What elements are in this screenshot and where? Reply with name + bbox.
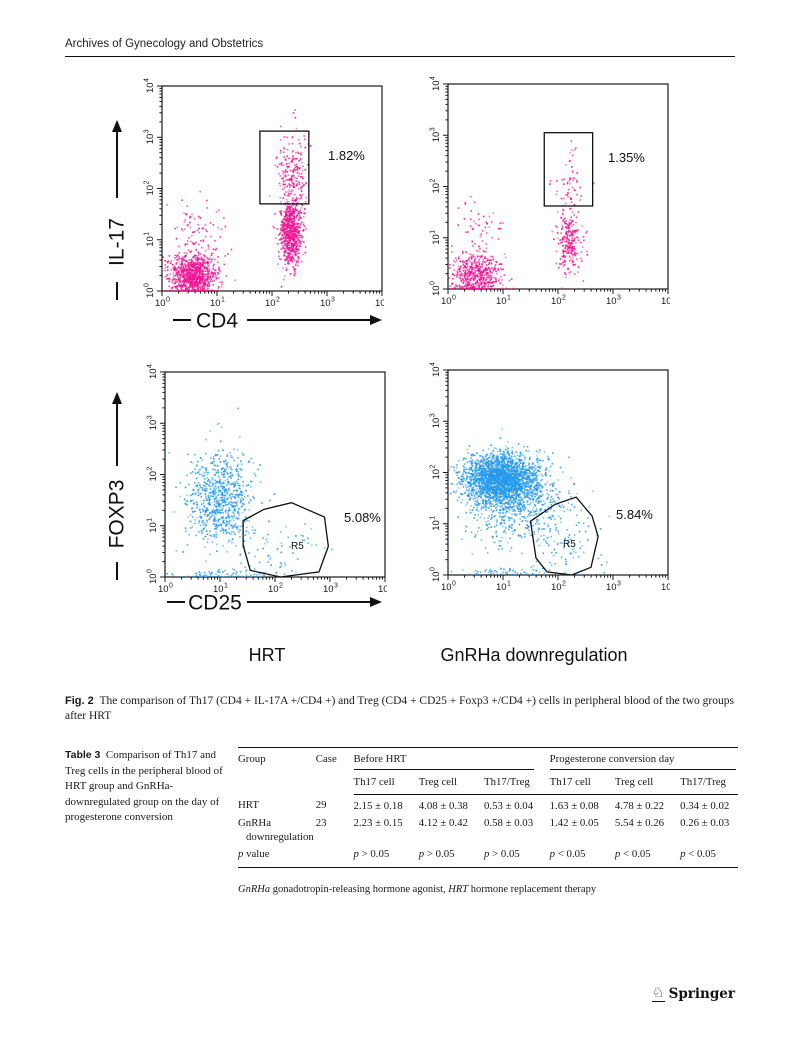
table-caption-label: Table 3 <box>65 749 101 761</box>
table-header-cell: Th17 cell <box>354 772 419 794</box>
table-row <box>238 815 738 846</box>
table-cell: 29 <box>315 799 327 812</box>
y-axis-arrowhead-icon <box>112 392 122 404</box>
footnote-text: GnRHa <box>238 884 271 895</box>
table-cell: 0.53 ± 0.04 <box>483 799 534 812</box>
table-colgroup-header: Progesterone conversion day <box>550 748 738 773</box>
table-cell: 1.63 ± 0.08 <box>549 799 599 812</box>
figure-caption-text: The comparison of Th17 (CD4 + IL-17A +/CD4 +) and Treg (CD4 + CD25 + Foxp3 +/CD4 +) cells in peripheral blood of the two groups after HRT <box>65 695 734 722</box>
table-cell: p < 0.05 <box>680 846 738 867</box>
table-cell: 2.15 ± 0.18 <box>353 799 403 812</box>
table-cell: GnRHa downregulation <box>238 817 314 843</box>
table-cell: 4.12 ± 0.42 <box>418 817 468 830</box>
table-cell: 0.26 ± 0.03 <box>680 817 730 830</box>
scatter-canvas-treg-hrt <box>135 362 387 604</box>
table-header-cell: Group <box>238 748 316 795</box>
flow-plot-th17-hrt <box>132 76 384 318</box>
y-axis-label: IL-17 <box>105 218 129 266</box>
table-cell: 4.78 ± 0.22 <box>614 799 665 812</box>
table-cell: 2.23 ± 0.15 <box>353 817 403 830</box>
x-axis-label: CD25 <box>188 591 242 615</box>
header-rule <box>65 56 735 57</box>
table-row <box>238 846 738 867</box>
x-axis-label: CD4 <box>195 309 239 333</box>
table-cell <box>316 846 354 867</box>
table-cell: p < 0.05 <box>615 846 680 867</box>
table-header-cell: Case <box>316 748 354 795</box>
flow-plot-treg-hrt <box>135 362 387 604</box>
table-cell: 1.42 ± 0.05 <box>549 817 599 830</box>
table-cell: 23 <box>315 817 327 830</box>
table-caption <box>65 748 235 826</box>
gate-percentage-label: 5.08% <box>344 510 381 525</box>
journal-title: Archives of Gynecology and Obstetrics <box>65 38 264 50</box>
table-header-cell: Treg cell <box>419 772 484 794</box>
gate-percentage-label: 1.35% <box>608 150 645 165</box>
scatter-canvas-th17-hrt <box>132 76 384 318</box>
table-colgroup-header: Before HRT <box>354 748 550 773</box>
table-header-cell: Treg cell <box>615 772 680 794</box>
flow-plot-treg-gnrha <box>418 360 670 602</box>
table-cell: p < 0.05 <box>550 846 615 867</box>
table-cell: p > 0.05 <box>354 846 419 867</box>
table-cell: 5.54 ± 0.26 <box>614 817 665 830</box>
table-cell: 4.08 ± 0.38 <box>418 799 468 812</box>
table-cell: 0.58 ± 0.03 <box>483 817 534 830</box>
y-axis-label: FOXP3 <box>105 479 129 549</box>
springer-logo <box>652 986 735 1002</box>
gate-r5-label: R5 <box>563 539 576 550</box>
footnote-text: gonadotropin-releasing hormone agonist, <box>270 884 449 895</box>
group-label-gnrha: GnRHa downregulation <box>440 645 628 665</box>
gate-percentage-label: 1.82% <box>328 148 365 163</box>
table-caption-text: Comparison of Th17 and Treg cells in the peripheral blood of HRT group and GnRHa-downregulated group on the day of progesterone conversion <box>65 749 223 824</box>
data-table <box>238 747 738 868</box>
table-cell: p > 0.05 <box>484 846 550 867</box>
table-row <box>238 794 738 815</box>
table-cell: p > 0.05 <box>419 846 484 867</box>
gate-percentage-label: 5.84% <box>616 507 653 522</box>
scatter-canvas-treg-gnrha <box>418 360 670 602</box>
table-header-cell: Th17 cell <box>550 772 615 794</box>
group-label-hrt: HRT <box>248 645 286 665</box>
table-cell: 0.34 ± 0.02 <box>680 799 730 812</box>
knight-icon: ♘ <box>652 985 665 1001</box>
footnote-text: HRT <box>448 884 469 895</box>
figure-caption <box>65 694 741 724</box>
table-cell: HRT <box>238 799 259 812</box>
table-header-cell: Th17/Treg <box>680 772 738 794</box>
publisher-name: Springer <box>668 986 735 1002</box>
scatter-canvas-th17-gnrha <box>418 74 670 316</box>
figure-caption-label: Fig. 2 <box>65 695 94 707</box>
table-cell: p value <box>238 846 316 867</box>
footnote-text: hormone replacement therapy <box>468 884 597 895</box>
table-header-cell: Th17/Treg <box>484 772 550 794</box>
y-axis-arrowhead-icon <box>112 120 122 132</box>
table-footnote <box>238 884 738 895</box>
flow-plot-th17-gnrha <box>418 74 670 316</box>
gate-r5-label: R5 <box>291 541 304 552</box>
